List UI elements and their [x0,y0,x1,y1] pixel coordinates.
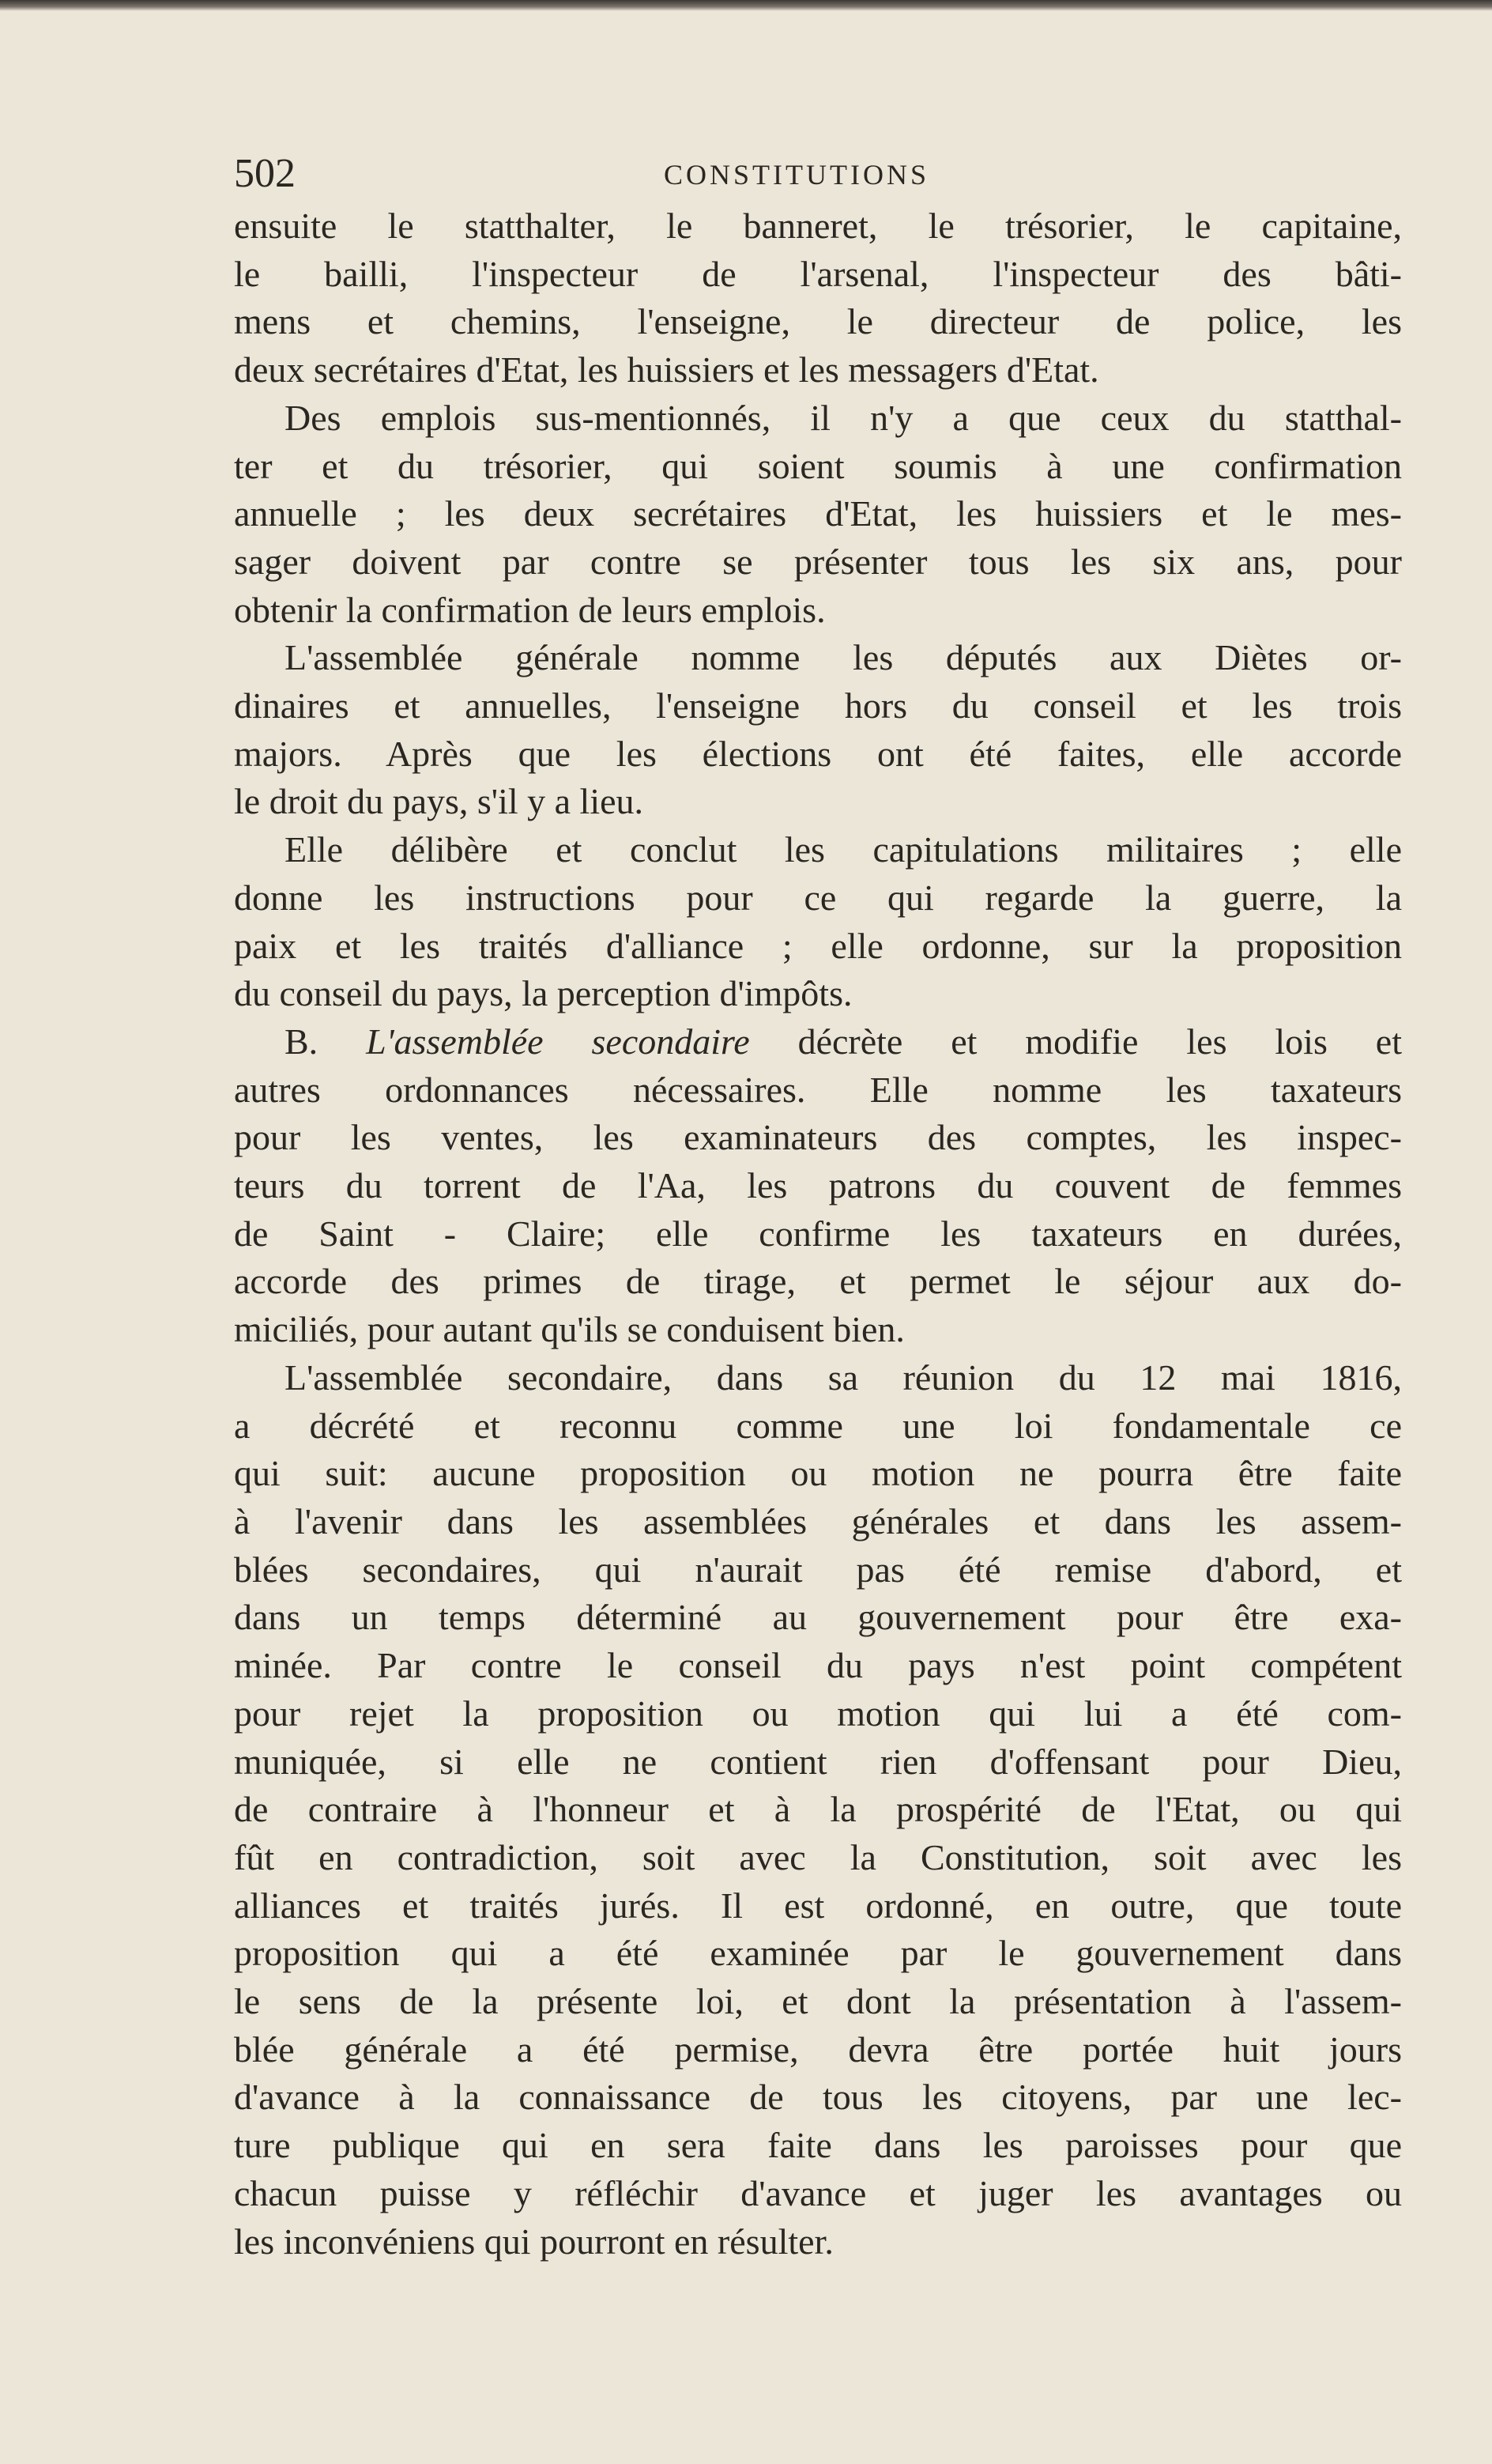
text-line: fût en contradiction, soit avec la Constitution, soit avec les [234,1836,1402,1877]
paragraph-3 [234,634,1402,826]
paragraph-6 [234,1354,1402,2266]
text-line: deux secrétaires d'Etat, les huissiers et les messagers d'Etat. [234,349,1099,391]
text-line: minée. Par contre le conseil du pays n'est point compétent [234,1645,1402,1686]
page-number: 502 [234,151,296,196]
text-line: ensuite le statthalter, le banneret, le trésorier, le capitaine, [234,206,1402,246]
text-line: à l'avenir dans les assemblées générales et dans les assem- [234,1500,1402,1541]
text-line: autres ordonnances nécessaires. Elle nomme les taxateurs [234,1069,1402,1110]
paragraph-1 [234,202,1402,394]
page-body [234,202,1402,2266]
section-letter: B. [284,1021,367,1062]
text-line: le bailli, l'inspecteur de l'arsenal, l'inspecteur des bâti- [234,253,1402,294]
paragraph-4 [234,826,1402,1018]
text-line: blées secondaires, qui n'aurait pas été remise d'abord, et [234,1549,1402,1590]
text-line: a décrété et reconnu comme une loi fondamentale ce [234,1405,1402,1446]
text-line: blée générale a été permise, devra être portée huit jours [234,2028,1402,2070]
text-line: d'avance à la connaissance de tous les citoyens, par une lec- [234,2077,1402,2118]
text-line: dans un temps déterminé au gouvernement pour être exa- [234,1597,1402,1638]
paragraph-5 [234,1018,1402,1354]
page-top-edge [0,0,1492,11]
text-line: mens et chemins, l'enseigne, le directeur de police, les [234,301,1402,342]
text-line: miciliés, pour autant qu'ils se conduisent bien. [234,1309,905,1350]
text-line: teurs du torrent de l'Aa, les patrons du couvent de femmes [234,1165,1402,1206]
paragraph-2 [234,394,1402,635]
text-line [234,1018,1402,1066]
text-line: L'assemblée secondaire, dans sa réunion du 12 mai 1816, [284,1357,1402,1398]
text-line: donne les instructions pour ce qui regarde la guerre, la [234,877,1402,918]
text-line: dinaires et annuelles, l'enseigne hors du conseil et les trois [234,685,1402,726]
text-line: Elle délibère et conclut les capitulations militaires ; elle [284,829,1402,870]
text-line: le droit du pays, s'il y a lieu. [234,781,644,822]
text-line: de Saint - Claire; elle confirme les taxateurs en durées, [234,1213,1402,1254]
text-line-rest: décrète et modifie les lois et [749,1021,1402,1062]
text-line: ture publique qui en sera faite dans les paroisses pour que [234,2125,1402,2166]
book-page [234,150,1402,2266]
text-line: Des emplois sus-mentionnés, il n'y a que ceux du statthal- [284,397,1402,438]
text-line: alliances et traités jurés. Il est ordonné, en outre, que toute [234,1885,1402,1926]
italic-term: L'assemblée secondaire [366,1021,750,1062]
text-line: qui suit: aucune proposition ou motion ne pourra être faite [234,1453,1402,1494]
text-line: proposition qui a été examinée par le gouvernement dans [234,1933,1402,1974]
text-line: sager doivent par contre se présenter tous les six ans, pour [234,541,1402,582]
text-line: pour les ventes, les examinateurs des comptes, les inspec- [234,1117,1402,1158]
text-line: du conseil du pays, la perception d'impôts. [234,973,853,1014]
text-line: chacun puisse y réfléchir d'avance et juger les avantages ou [234,2172,1402,2213]
running-head: CONSTITUTIONS [664,159,929,191]
text-line: ter et du trésorier, qui soient soumis à une confirmation [234,445,1402,486]
text-line: pour rejet la proposition ou motion qui lui a été com- [234,1692,1402,1734]
text-line: obtenir la confirmation de leurs emplois. [234,589,826,630]
text-line: accorde des primes de tirage, et permet le séjour aux do- [234,1261,1402,1302]
text-line: les inconvéniens qui pourront en résulter. [234,2221,834,2262]
page-header [234,150,1402,198]
text-line: de contraire à l'honneur et à la prospérité de l'Etat, ou qui [234,1789,1402,1830]
text-line: L'assemblée générale nomme les députés aux Diètes or- [284,637,1402,678]
text-line: annuelle ; les deux secrétaires d'Etat, les huissiers et le mes- [234,493,1402,534]
text-line: muniquée, si elle ne contient rien d'offensant pour Dieu, [234,1741,1402,1782]
text-line: paix et les traités d'alliance ; elle ordonne, sur la proposition [234,925,1402,966]
text-line: majors. Après que les élections ont été faites, elle accorde [234,733,1402,774]
text-line: le sens de la présente loi, et dont la présentation à l'assem- [234,1981,1402,2022]
